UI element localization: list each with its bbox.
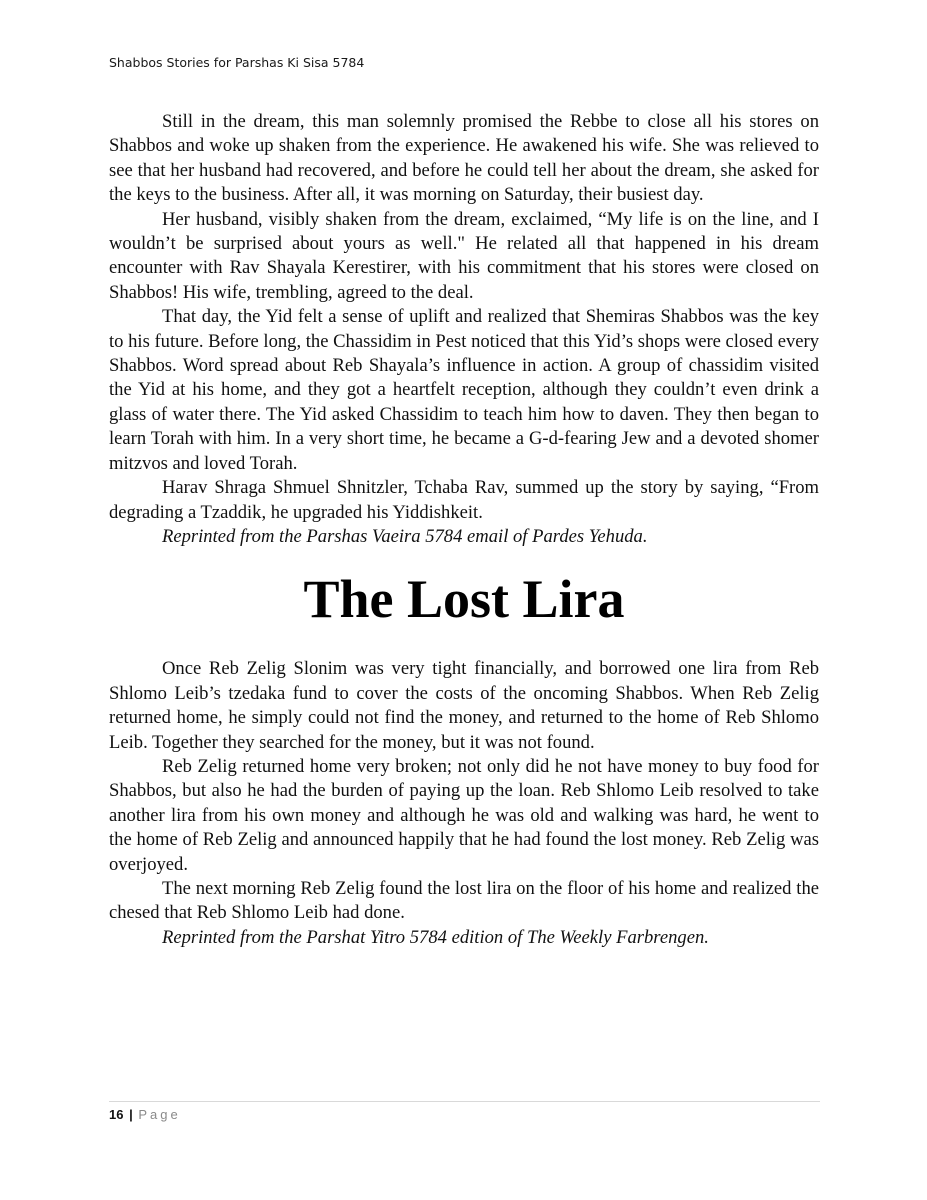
running-header: Shabbos Stories for Parshas Ki Sisa 5784 bbox=[109, 55, 365, 70]
story2-credit: Reprinted from the Parshat Yitro 5784 edition of The Weekly Farbrengen. bbox=[162, 926, 709, 948]
page-label: Page bbox=[138, 1107, 181, 1122]
page-number: 16 bbox=[109, 1107, 124, 1122]
story2-paragraph-3: The next morning Reb Zelig found the lost lira on the floor of his home and realized the chesed that Reb Shlomo Leib had done. bbox=[109, 877, 819, 924]
page-separator: | bbox=[129, 1107, 133, 1122]
story1-paragraph-3: That day, the Yid felt a sense of uplift and realized that Shemiras Shabbos was the key to his future. Before long, the Chassidim in Pest noticed that this Yid’s shops were closed every Shabbos. Word spread about Reb Shayala’s influence in action. A group of chassidim visited the Yid at his home, and they got a heartfelt reception, although they couldn’t even drink a glass of water there. The Yid asked Chassidim to teach him how to daven. They then began to learn Torah with him. In a very short time, he became a G-d-fearing Jew and a devoted shomer mitzvos and loved Torah. bbox=[109, 306, 819, 474]
story1-paragraph-2: Her husband, visibly shaken from the dream, exclaimed, “My life is on the line, and I wouldn’t be surprised about yours as well." He related all that happened in his dream encounter with Rav Shayala Kerestirer, with his commitment that his stores were closed on Shabbos! His wife, trembling, agreed to the deal. bbox=[109, 208, 819, 303]
story1-credit: Reprinted from the Parshas Vaeira 5784 email of Pardes Yehuda. bbox=[162, 525, 648, 547]
page-body bbox=[109, 110, 819, 950]
page-footer bbox=[109, 1107, 181, 1122]
story2-title: The Lost Lira bbox=[303, 569, 625, 630]
footer-divider bbox=[109, 1101, 820, 1102]
story2-paragraph-2: Reb Zelig returned home very broken; not only did he not have money to buy food for Shabbos, but also he had the burden of paying up the loan. Reb Shlomo Leib resolved to take another lira from his own money and although he was old and walking was hard, he went to the home of Reb Zelig and announced happily that he had found the lost money. Reb Zelig was overjoyed. bbox=[109, 755, 819, 875]
story1-paragraph-4: Harav Shraga Shmuel Shnitzler, Tchaba Rav, summed up the story by saying, “From degrading a Tzaddik, he upgraded his Yiddishkeit. bbox=[109, 477, 819, 523]
story1-paragraph-1: Still in the dream, this man solemnly promised the Rebbe to close all his stores on Shabbos and woke up shaken from the experience. He awakened his wife. She was relieved to see that her husband had recovered, and before he could tell her about the dream, she asked for the keys to the business. After all, it was morning on Saturday, their busiest day. bbox=[109, 111, 819, 206]
story2-paragraph-1: Once Reb Zelig Slonim was very tight financially, and borrowed one lira from Reb Shlomo Leib’s tzedaka fund to cover the costs of the oncoming Shabbos. When Reb Zelig returned home, he simply could not find the money, and returned to the home of Reb Shlomo Leib. Together they searched for the money, but it was not found. bbox=[109, 658, 819, 753]
